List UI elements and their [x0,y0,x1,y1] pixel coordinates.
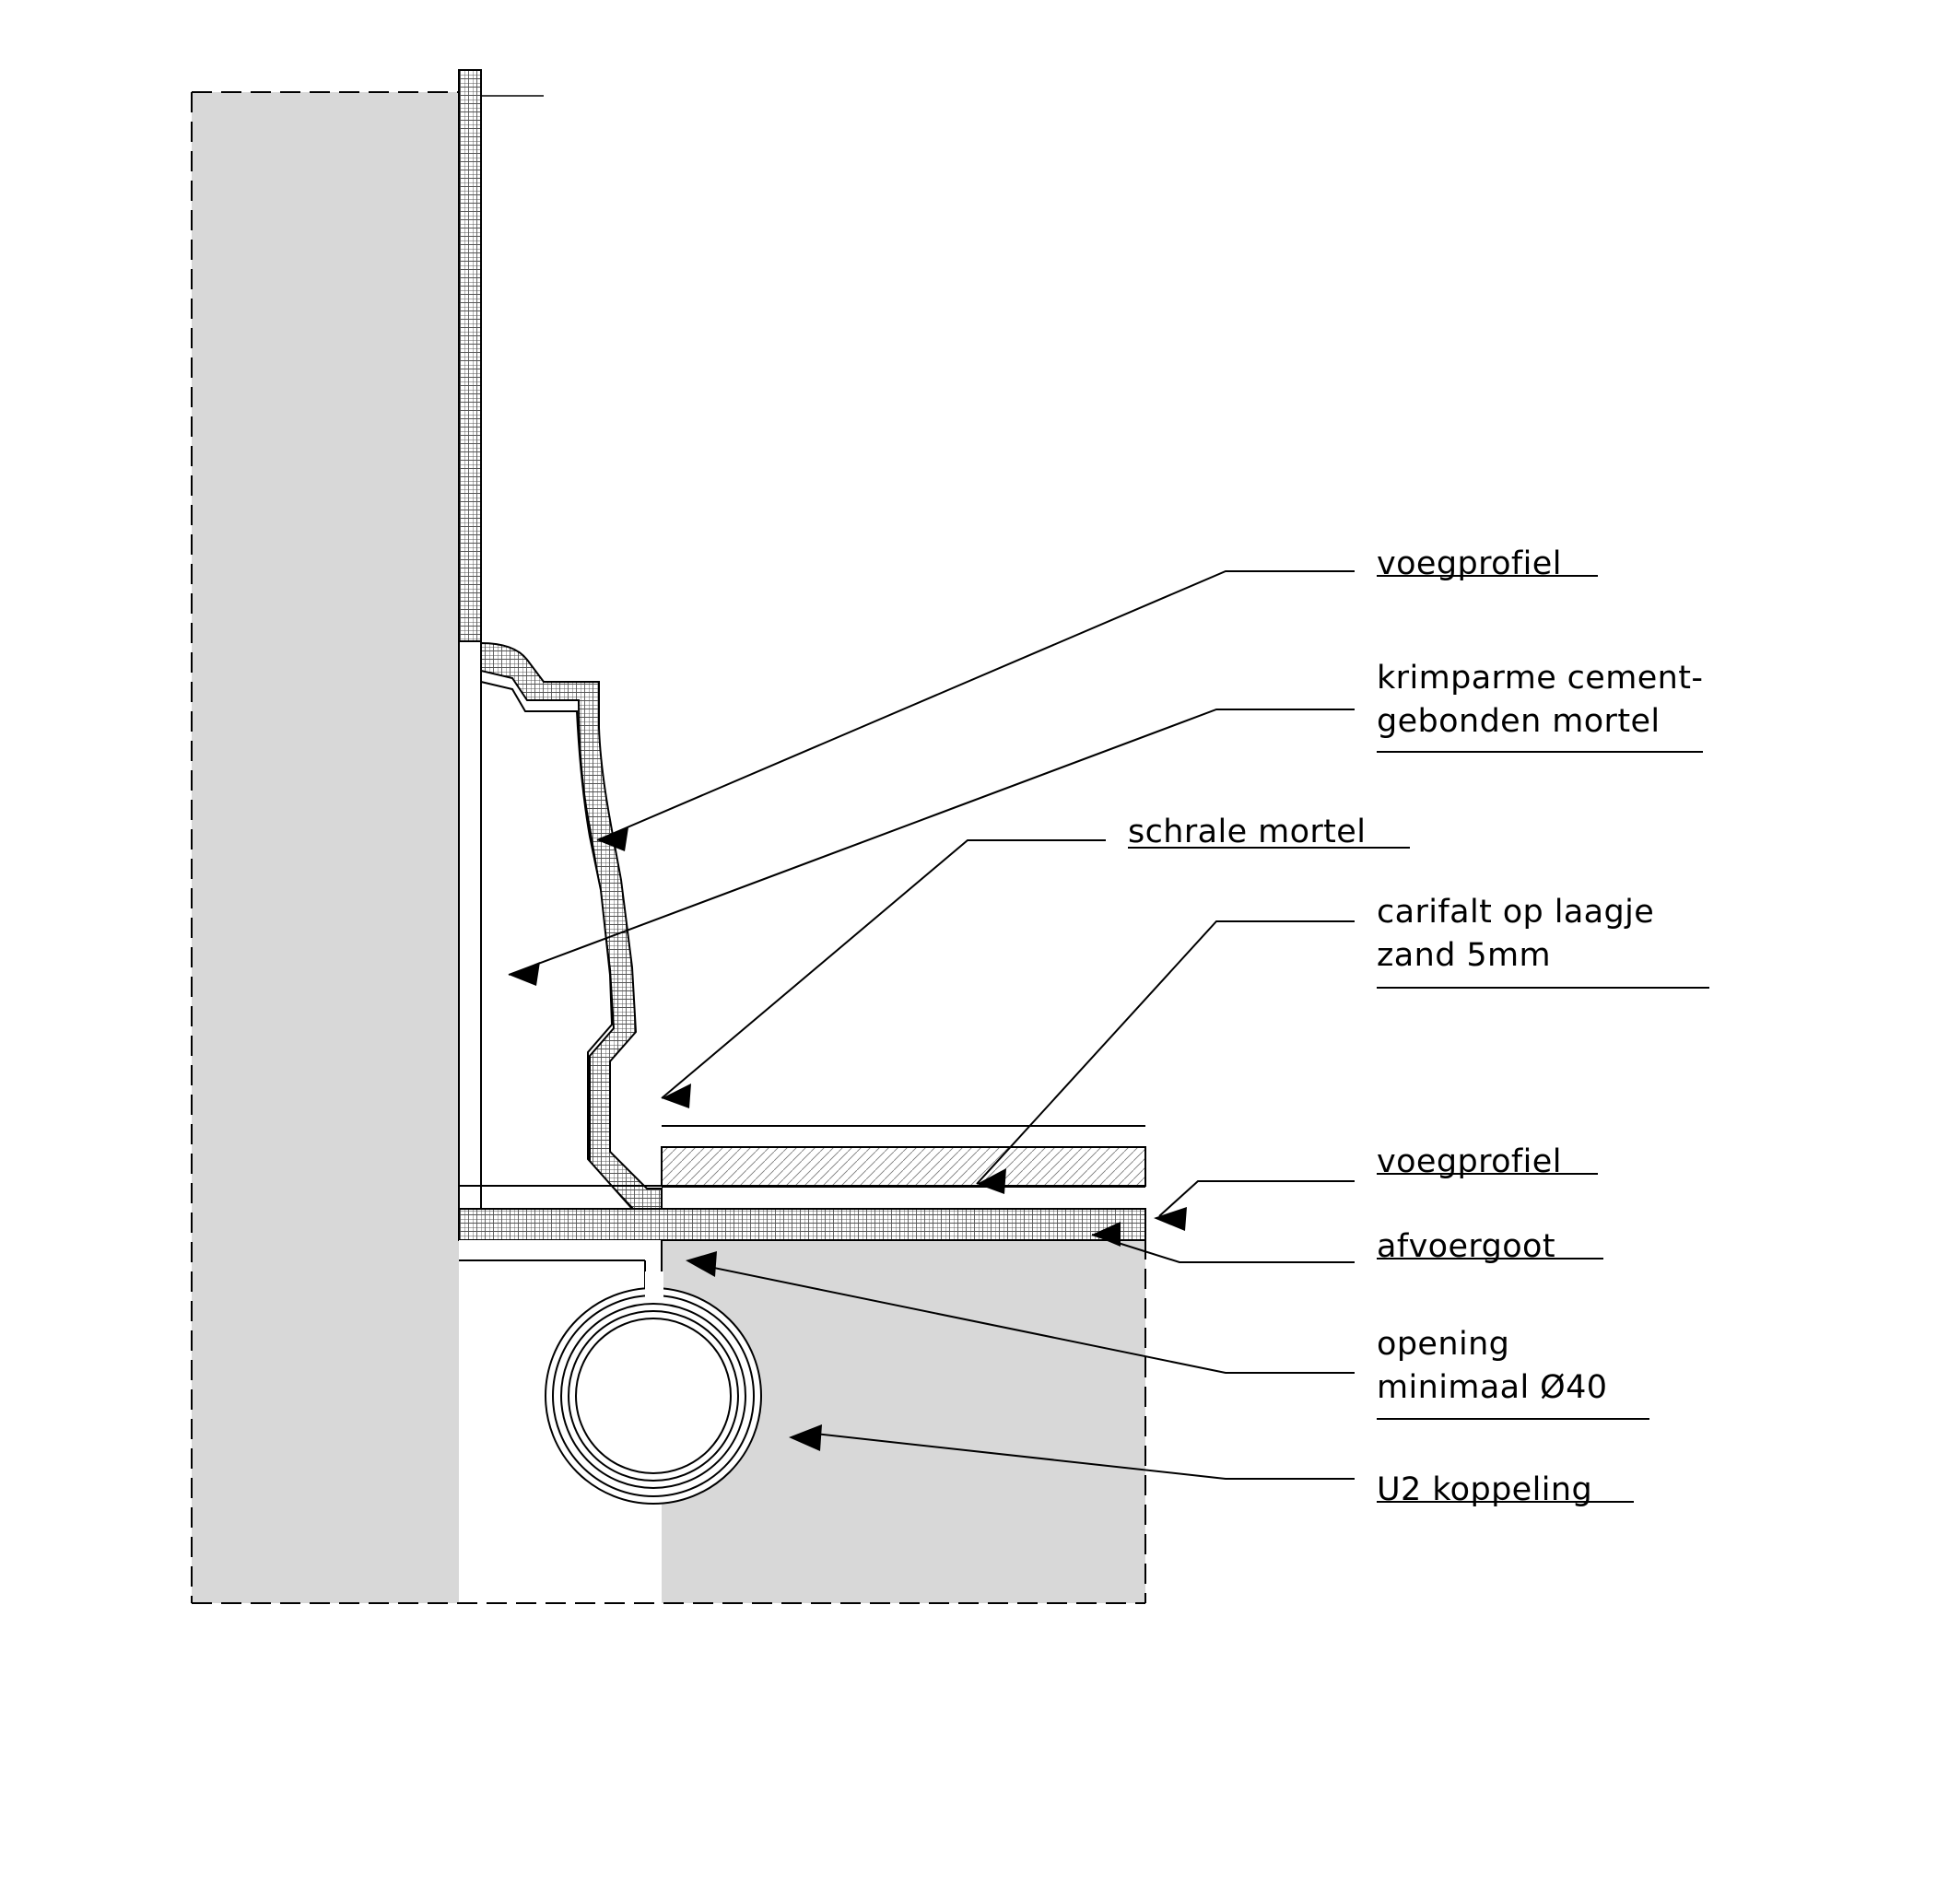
label-text-line2: zand 5mm [1377,937,1552,975]
label-schrale-mortel [1128,811,1366,854]
layer-gap-fill [662,1187,1145,1209]
u2-koppeling-pipe [546,1288,761,1504]
label-text-line2: gebonden mortel [1377,703,1661,741]
label-voegprofiel-top [1377,543,1562,586]
label-text: voegprofiel [1377,545,1562,582]
label-text: schrale mortel [1128,814,1367,850]
voegprofiel-upright [459,70,481,641]
label-opening-minimaal [1377,1323,1607,1411]
label-voegprofiel-bottom [1377,1141,1562,1184]
label-text: afvoergoot [1377,1228,1555,1265]
label-krimparme-cementgebonden-mortel [1377,657,1703,744]
label-text: opening [1377,1326,1510,1363]
pipe-channel-junction [645,1271,663,1299]
profile-left-edge [459,641,481,1209]
label-text: carifalt op laagje [1377,894,1655,931]
label-carifalt-op-laagje-zand [1377,891,1654,978]
concrete-wall-fill [192,92,459,1603]
afvoergoot-opening [459,1240,662,1290]
label-text: U2 koppeling [1377,1471,1593,1508]
label-text-line2: minimaal Ø40 [1377,1369,1608,1407]
label-afvoergoot [1377,1225,1555,1269]
label-text: krimparme cement- [1377,660,1704,697]
label-text: voegprofiel [1377,1143,1562,1180]
label-u2-koppeling [1377,1469,1592,1512]
voegprofiel-horizontal [459,1209,1145,1240]
